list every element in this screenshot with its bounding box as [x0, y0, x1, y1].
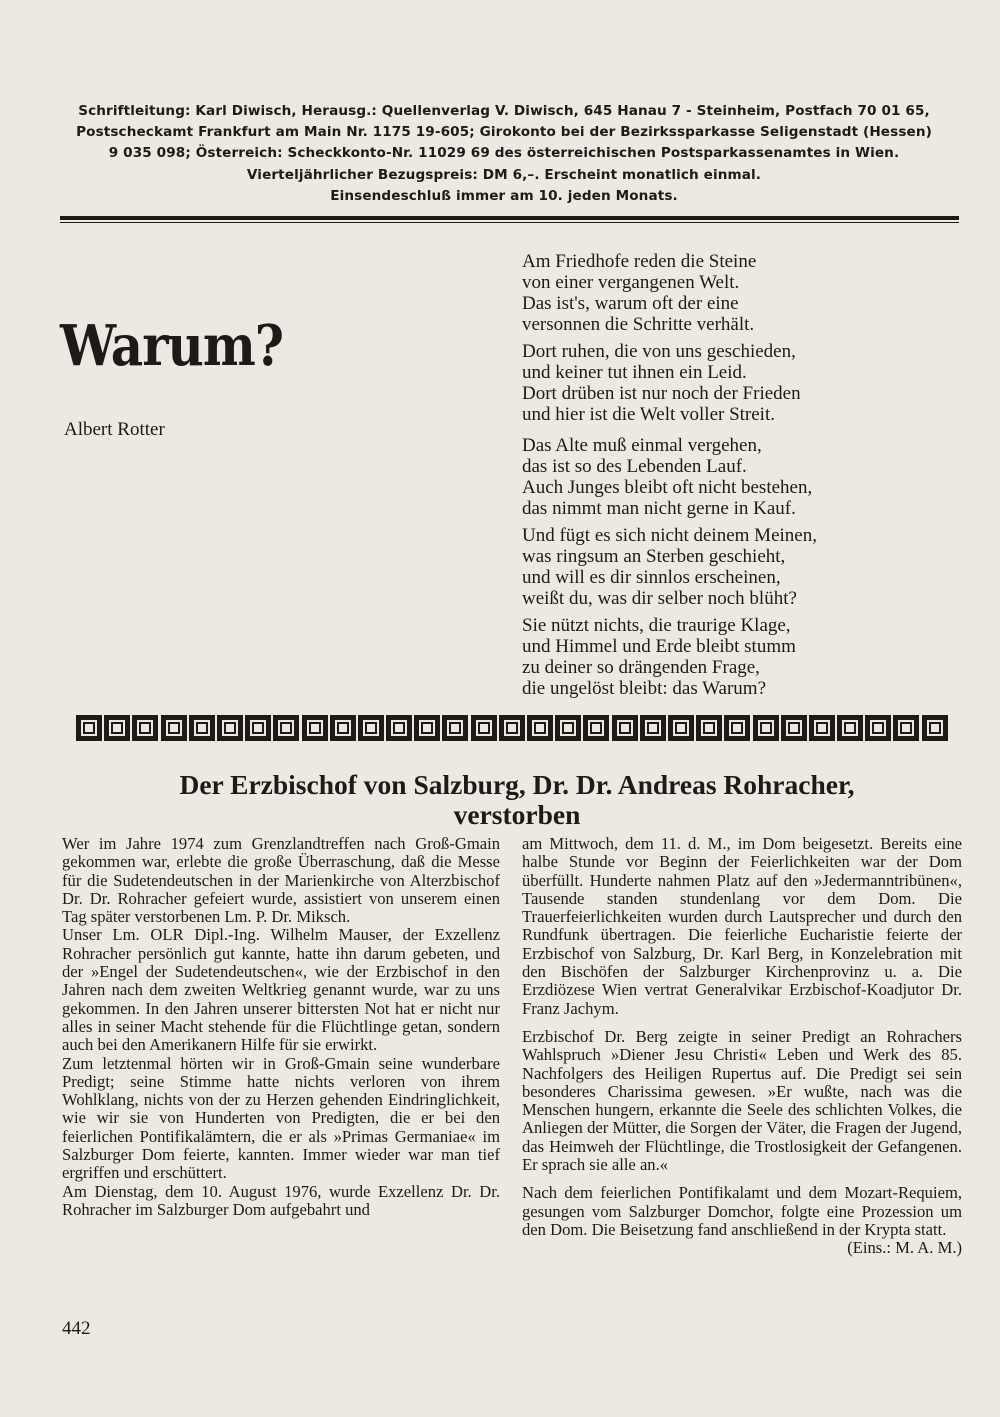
- ornament-square-icon: [753, 715, 779, 741]
- poem-line: Das Alte muß einmal vergehen,: [522, 435, 762, 456]
- ornament-square-icon: [245, 715, 271, 741]
- ornament-square-icon: [442, 715, 468, 741]
- article-paragraph: Wer im Jahre 1974 zum Grenzlandtreffen nach Groß-Gmain gekommen war, erlebte die große Überraschung, daß die Messe für die Sudetendeutschen in der Marienkirche von Alterzbischof Dr. Dr. Rohracher gefeiert wurde, assistiert von unserem einen Tag später verstorbenen Lm. P. Dr. Miksch.: [62, 834, 500, 927]
- poem-line: was ringsum an Sterben geschieht,: [522, 546, 786, 567]
- article-column-left: [62, 835, 500, 1219]
- poem-stanza: [522, 435, 817, 519]
- poem-line: weißt du, was dir selber noch blüht?: [522, 588, 797, 609]
- poem-line: Das ist's, warum oft der eine: [522, 293, 739, 314]
- ornament-square-icon: [809, 715, 835, 741]
- ornament-square-icon: [922, 715, 948, 741]
- poem-line: zu deiner so drängenden Frage,: [522, 657, 760, 678]
- poem-line: und keiner tut ihnen ein Leid.: [522, 362, 747, 383]
- poem-line: und will es dir sinnlos erscheinen,: [522, 567, 781, 588]
- poem-stanza: [522, 525, 817, 609]
- ornament-square-icon: [583, 715, 609, 741]
- article-column-right: [522, 835, 962, 1258]
- poem-line: die ungelöst bleibt: das Warum?: [522, 678, 767, 699]
- masthead-line: 9 035 098; Österreich: Scheckkonto-Nr. 11029 69 des österreichischen Postsparkassenamtes in Wien.: [108, 145, 900, 162]
- poem-line: versonnen die Schritte verhält.: [522, 314, 755, 335]
- poem-line: Und fügt es sich nicht deinem Meinen,: [522, 525, 817, 546]
- ornament-square-icon: [471, 715, 497, 741]
- poem-line: Am Friedhofe reden die Steine: [522, 251, 757, 272]
- ornament-square-icon: [386, 715, 412, 741]
- ornament-square-icon: [358, 715, 384, 741]
- ornament-square-icon: [612, 715, 638, 741]
- poem-title: Warum?: [60, 312, 284, 379]
- ornamental-border: [76, 715, 948, 741]
- poem-stanza: [522, 251, 817, 335]
- poem-author: Albert Rotter: [64, 419, 165, 440]
- article-paragraph: am Mittwoch, dem 11. d. M., im Dom beigesetzt. Bereits eine halbe Stunde vor Beginn der Feierlichkeiten war der Dom überfüllt. Hunderte nahmen Platz auf den »Jedermanntribünen«, Tausende standen stundenlang vor dem Dom. Die Trauerfeierlichkeiten wurden durch Lautsprecher und durch den Rundfunk übertragen. Die feierliche Eucharistie feierte der Erzbischof von Salzburg, Dr. Karl Berg, in Konzelebration mit den Bischöfen der Salzburger Kirchenprovinz u. a. Die Erzdiözese Wien vertrat Generalvikar Erzbischof-Koadjutor Dr. Franz Jachym.: [522, 834, 962, 1018]
- ornament-square-icon: [781, 715, 807, 741]
- masthead-rule-thin: [60, 222, 959, 223]
- poem-line: Sie nützt nichts, die traurige Klage,: [522, 615, 791, 636]
- article-paragraph: Unser Lm. OLR Dipl.-Ing. Wilhelm Mauser, der Exzellenz Rohracher persönlich gut kannte, hatte ihn darum gebeten, und der »Engel der Sudetendeutschen«, wie der Erzbischof in den Jahren nach dem zweiten Weltkrieg genannt wurde, war zu uns gekommen. In den Jahren unserer bittersten Not hat er nicht nur alles in seiner Macht stehende für die Flüchtlinge getan, sondern auch bei den Amerikanern Hilfe für sie erwirkt.: [62, 925, 500, 1055]
- masthead-line: Einsendeschluß immer am 10. jeden Monats.: [330, 187, 678, 204]
- ornament-square-icon: [104, 715, 130, 741]
- masthead-line: Postscheckamt Frankfurt am Main Nr. 1175 19-605; Girokonto bei der Bezirkssparkasse Seligenstadt (Hessen): [76, 124, 932, 141]
- article-paragraph: Am Dienstag, dem 10. August 1976, wurde Exzellenz Dr. Dr. Rohracher im Salzburger Dom aufgebahrt und: [62, 1181, 500, 1219]
- poem-stanza: [522, 615, 817, 699]
- masthead-rule: [60, 216, 959, 220]
- headline-line: Der Erzbischof von Salzburg, Dr. Dr. Andreas Rohracher,: [179, 769, 855, 800]
- poem-text: [522, 251, 817, 705]
- page-number: 442: [62, 1318, 91, 1339]
- ornament-square-icon: [76, 715, 102, 741]
- poem-stanza: [522, 341, 817, 425]
- article-paragraph: [522, 1183, 962, 1258]
- masthead-line: Vierteljährlicher Bezugspreis: DM 6,–. Erscheint monatlich einmal.: [246, 166, 762, 183]
- poem-line: Dort ruhen, die von uns geschieden,: [522, 341, 796, 362]
- ornament-square-icon: [273, 715, 299, 741]
- poem-line: und Himmel und Erde bleibt stumm: [522, 636, 796, 657]
- ornament-square-icon: [527, 715, 553, 741]
- ornament-square-icon: [668, 715, 694, 741]
- masthead-line: Schriftleitung: Karl Diwisch, Herausg.: Quellenverlag V. Diwisch, 645 Hanau 7 - Steinheim, Postfach 70 01 65,: [78, 103, 930, 119]
- ornament-square-icon: [330, 715, 356, 741]
- poem-line: und hier ist die Welt voller Streit.: [522, 404, 775, 425]
- ornament-square-icon: [555, 715, 581, 741]
- article-paragraph: Erzbischof Dr. Berg zeigte in seiner Predigt an Rohrachers Wahlspruch »Diener Jesu Christi« Leben und Werk des 85. Nachfolgers des Heiligen Rupertus auf. Die Predigt sei sein besonderes Charissima gewesen. »Er wußte, nach was die Menschen hungern, erkannte die Seele des schlichten Volkes, die Anliegen der Mütter, die Sorgen der Väter, die Fragen der Jugend, das Heimweh der Flüchtlinge, die Trostlosigkeit der Gefangenen. Er sprach sie alle an.«: [522, 1026, 962, 1175]
- ornament-square-icon: [499, 715, 525, 741]
- ornament-square-icon: [161, 715, 187, 741]
- article-paragraph-text: Nach dem feierlichen Pontifikalamt und dem Mozart-Requiem, gesungen vom Salzburger Domchor, folgte eine Prozession um den Dom. Die Beisetzung fand anschließend in der Krypta statt.: [522, 1183, 962, 1239]
- poem-line: Dort drüben ist nur noch der Frieden: [522, 383, 801, 404]
- ornament-square-icon: [189, 715, 215, 741]
- ornament-square-icon: [893, 715, 919, 741]
- poem-line: von einer vergangenen Welt.: [522, 272, 740, 293]
- poem-line: Auch Junges bleibt oft nicht bestehen,: [522, 477, 813, 498]
- ornament-square-icon: [696, 715, 722, 741]
- masthead: [60, 101, 948, 207]
- ornament-square-icon: [132, 715, 158, 741]
- ornament-square-icon: [217, 715, 243, 741]
- ornament-square-icon: [724, 715, 750, 741]
- ornament-square-icon: [302, 715, 328, 741]
- article-headline: [60, 770, 974, 830]
- article-paragraph: Zum letztenmal hörten wir in Groß-Gmain seine wunderbare Predigt; seine Stimme hatte nichts verloren von ihrem Wohlklang, nichts von der zu Herzen gehenden Eindringlichkeit, wie wir sie von Hunderten von Predigten, die er bei den feierlichen Pontifikalämtern, die er als »Primas Germaniae« im Salzburger Dom feierte, kannten. Immer wieder war man tief ergriffen und erschüttert.: [62, 1053, 500, 1183]
- ornament-square-icon: [865, 715, 891, 741]
- poem-line: das ist so des Lebenden Lauf.: [522, 456, 747, 477]
- ornament-square-icon: [414, 715, 440, 741]
- author-initials: (Eins.: M. A. M.): [847, 1238, 962, 1258]
- poem-line: das nimmt man nicht gerne in Kauf.: [522, 498, 796, 519]
- ornament-square-icon: [837, 715, 863, 741]
- ornament-square-icon: [640, 715, 666, 741]
- headline-line: verstorben: [453, 799, 581, 830]
